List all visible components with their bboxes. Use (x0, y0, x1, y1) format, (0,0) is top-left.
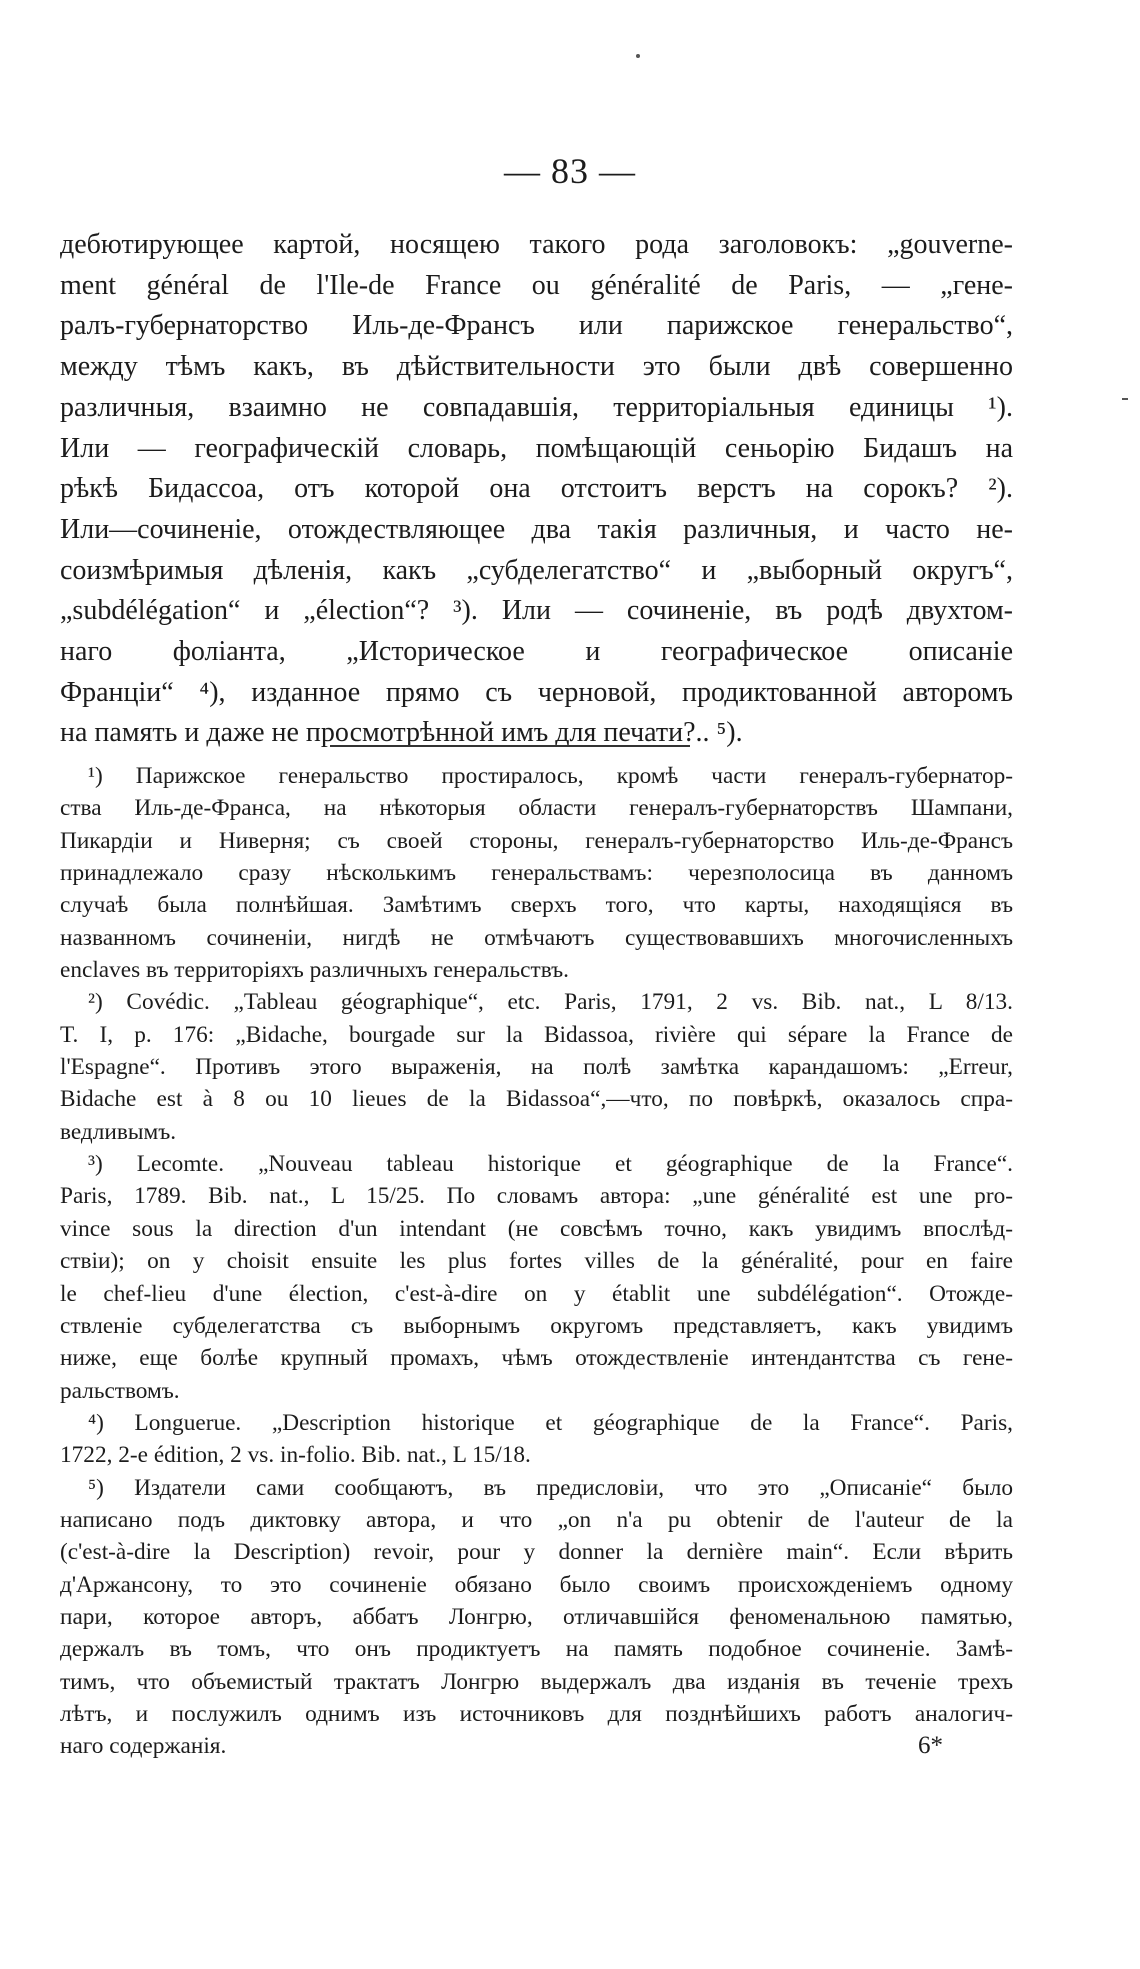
footnote-line: vince sous la direction d'un intendant (не совсѣмъ точно, какъ увидимъ впослѣд- (60, 1215, 1013, 1242)
main-text-line: между тѣмъ какъ, въ дѣйствительности это были двѣ совершенно (60, 351, 1013, 383)
footnote-line: 1722, 2-e édition, 2 vs. in-folio. Bib. nat., L 15/18. (60, 1442, 531, 1469)
footnote-line: ствленіе субделегатства съ выборнымъ округомъ представляетъ, какъ увидимъ (60, 1312, 1013, 1339)
footnote-line: д'Аржансону, то это сочиненіе обязано было своимъ происхожденіемъ одному (60, 1571, 1013, 1598)
ink-speck (1122, 398, 1128, 400)
main-text-line: соизмѣримыя дѣленія, какъ „субделегатство“ и „выборный округъ“, (60, 554, 1013, 586)
main-text-line: дебютирующее картой, носящею такого рода заголовокъ: „gouverne- (60, 229, 1013, 260)
footnote-line: написано подъ диктовку автора, и что „on n'a pu obtenir de l'auteur de la (60, 1506, 1013, 1533)
main-text-line: различныя, взаимно не совпадавшія, территоріальныя единицы ¹). (60, 391, 1013, 423)
footnote-line: le chef-lieu d'une élection, c'est-à-dire on y établit une subdélégation“. Отожде- (60, 1280, 1013, 1307)
main-text-line: рѣкѣ Бидассоа, отъ которой она отстоитъ верстъ на сорокъ? ²). (60, 473, 1013, 505)
footnote-line: ³) Lecomte. „Nouveau tableau historique et géographique de la France“. (88, 1151, 1013, 1178)
main-text-line: Или—сочиненіе, отождествляющее два такія различныя, и часто не- (60, 513, 1013, 545)
footnote-line: лѣтъ, и послужилъ однимъ изъ источниковъ для позднѣйшихъ работъ аналогич- (60, 1700, 1013, 1727)
footnote-line: ства Иль-де-Франса, на нѣкоторыя области генералъ-губернаторствъ Шампани, (60, 795, 1013, 822)
footnote-line: ральствомъ. (60, 1377, 180, 1404)
footnote-line: ниже, еще болѣе крупный промахъ, чѣмъ отождествленіе интендантства съ гене- (60, 1345, 1013, 1372)
footnote-line: ведливымъ. (60, 1118, 177, 1145)
main-text-line: „subdélégation“ и „élection“? ³). Или — сочиненіе, въ родѣ двухтом- (60, 595, 1013, 627)
footnote-line: наго содержанія. (60, 1733, 227, 1760)
footnote-line: названномъ сочиненіи, нигдѣ не отмѣчаютъ существовавшихъ многочисленныхъ (60, 924, 1013, 951)
ink-speck (636, 54, 640, 58)
footnote-line: Пикардіи и Ниверня; съ своей стороны, генералъ-губернаторство Иль-де-Франсъ (60, 827, 1013, 854)
main-text-line: Франціи“ ⁴), изданное прямо съ черновой, продиктованной авторомъ (60, 676, 1013, 708)
signature-mark: 6* (918, 1732, 943, 1760)
footnote-line: (c'est-à-dire la Description) revoir, pour y donner la dernière main“. Если вѣрить (60, 1539, 1013, 1566)
page-number: — 83 — (504, 151, 636, 191)
footnote-line: пари, которое авторъ, аббатъ Лонгрю, отличавшійся феноменальною памятью, (60, 1603, 1013, 1630)
footnote-line: l'Espagne“. Противъ этого выраженія, на полѣ замѣтка карандашомъ: „Erreur, (60, 1054, 1013, 1081)
footnote-line: тимъ, что объемистый трактатъ Лонгрю выдержалъ два изданія въ теченіе трехъ (60, 1668, 1013, 1695)
main-text-line: на память и даже не просмотрѣнной имъ для печати?.. ⁵). (60, 717, 743, 749)
footnote-line: случаѣ была полнѣйшая. Замѣтимъ сверхъ того, что карты, находящіяся въ (60, 892, 1013, 919)
footnote-line: держалъ въ томъ, что онъ продиктуетъ на память подобное сочиненіе. Замѣ- (60, 1636, 1013, 1663)
footnote-line: T. I, p. 176: „Bidache, bourgade sur la Bidassoa, rivière qui sépare la France de (60, 1021, 1013, 1048)
footnote-line: ¹) Парижское генеральство простиралось, кромѣ части генералъ-губернатор- (88, 763, 1013, 789)
footnote-line: ⁵) Издатели сами сообщаютъ, въ предисловіи, что это „Описаніе“ было (88, 1474, 1013, 1501)
main-text-line: наго фоліанта, „Историческое и географическое описаніе (60, 636, 1013, 668)
footnote-line: Paris, 1789. Bib. nat., L 15/25. По словамъ автора: „une généralité est une pro- (60, 1183, 1013, 1210)
main-text-line: ралъ-губернаторство Иль-де-Франсъ или парижское генеральство“, (60, 310, 1013, 342)
footnote-line: ⁴) Longuerue. „Description historique et géographique de la France“. Paris, (88, 1409, 1013, 1436)
footnote-line: ²) Covédic. „Tableau géographique“, etc. Paris, 1791, 2 vs. Bib. nat., L 8/13. (88, 989, 1013, 1016)
footnote-line: ствіи); on y choisit ensuite les plus fortes villes de la généralité, pour en faire (60, 1248, 1013, 1275)
footnote-line: enclaves въ территоріяхъ различныхъ генеральствъ. (60, 957, 569, 984)
footnote-line: принадлежало сразу нѣсколькимъ генеральствамъ: черезполосица въ данномъ (60, 860, 1013, 887)
main-text-line: Или — географическій словарь, помѣщающій сеньорію Бидашъ на (60, 432, 1013, 464)
main-text-line: ment général de l'Ile-de France ou généralité de Paris, — „гене- (60, 269, 1013, 301)
footnote-line: Bidache est à 8 ou 10 lieues de la Bidassoa“,—что, по повѣркѣ, оказалось спра- (60, 1086, 1013, 1113)
